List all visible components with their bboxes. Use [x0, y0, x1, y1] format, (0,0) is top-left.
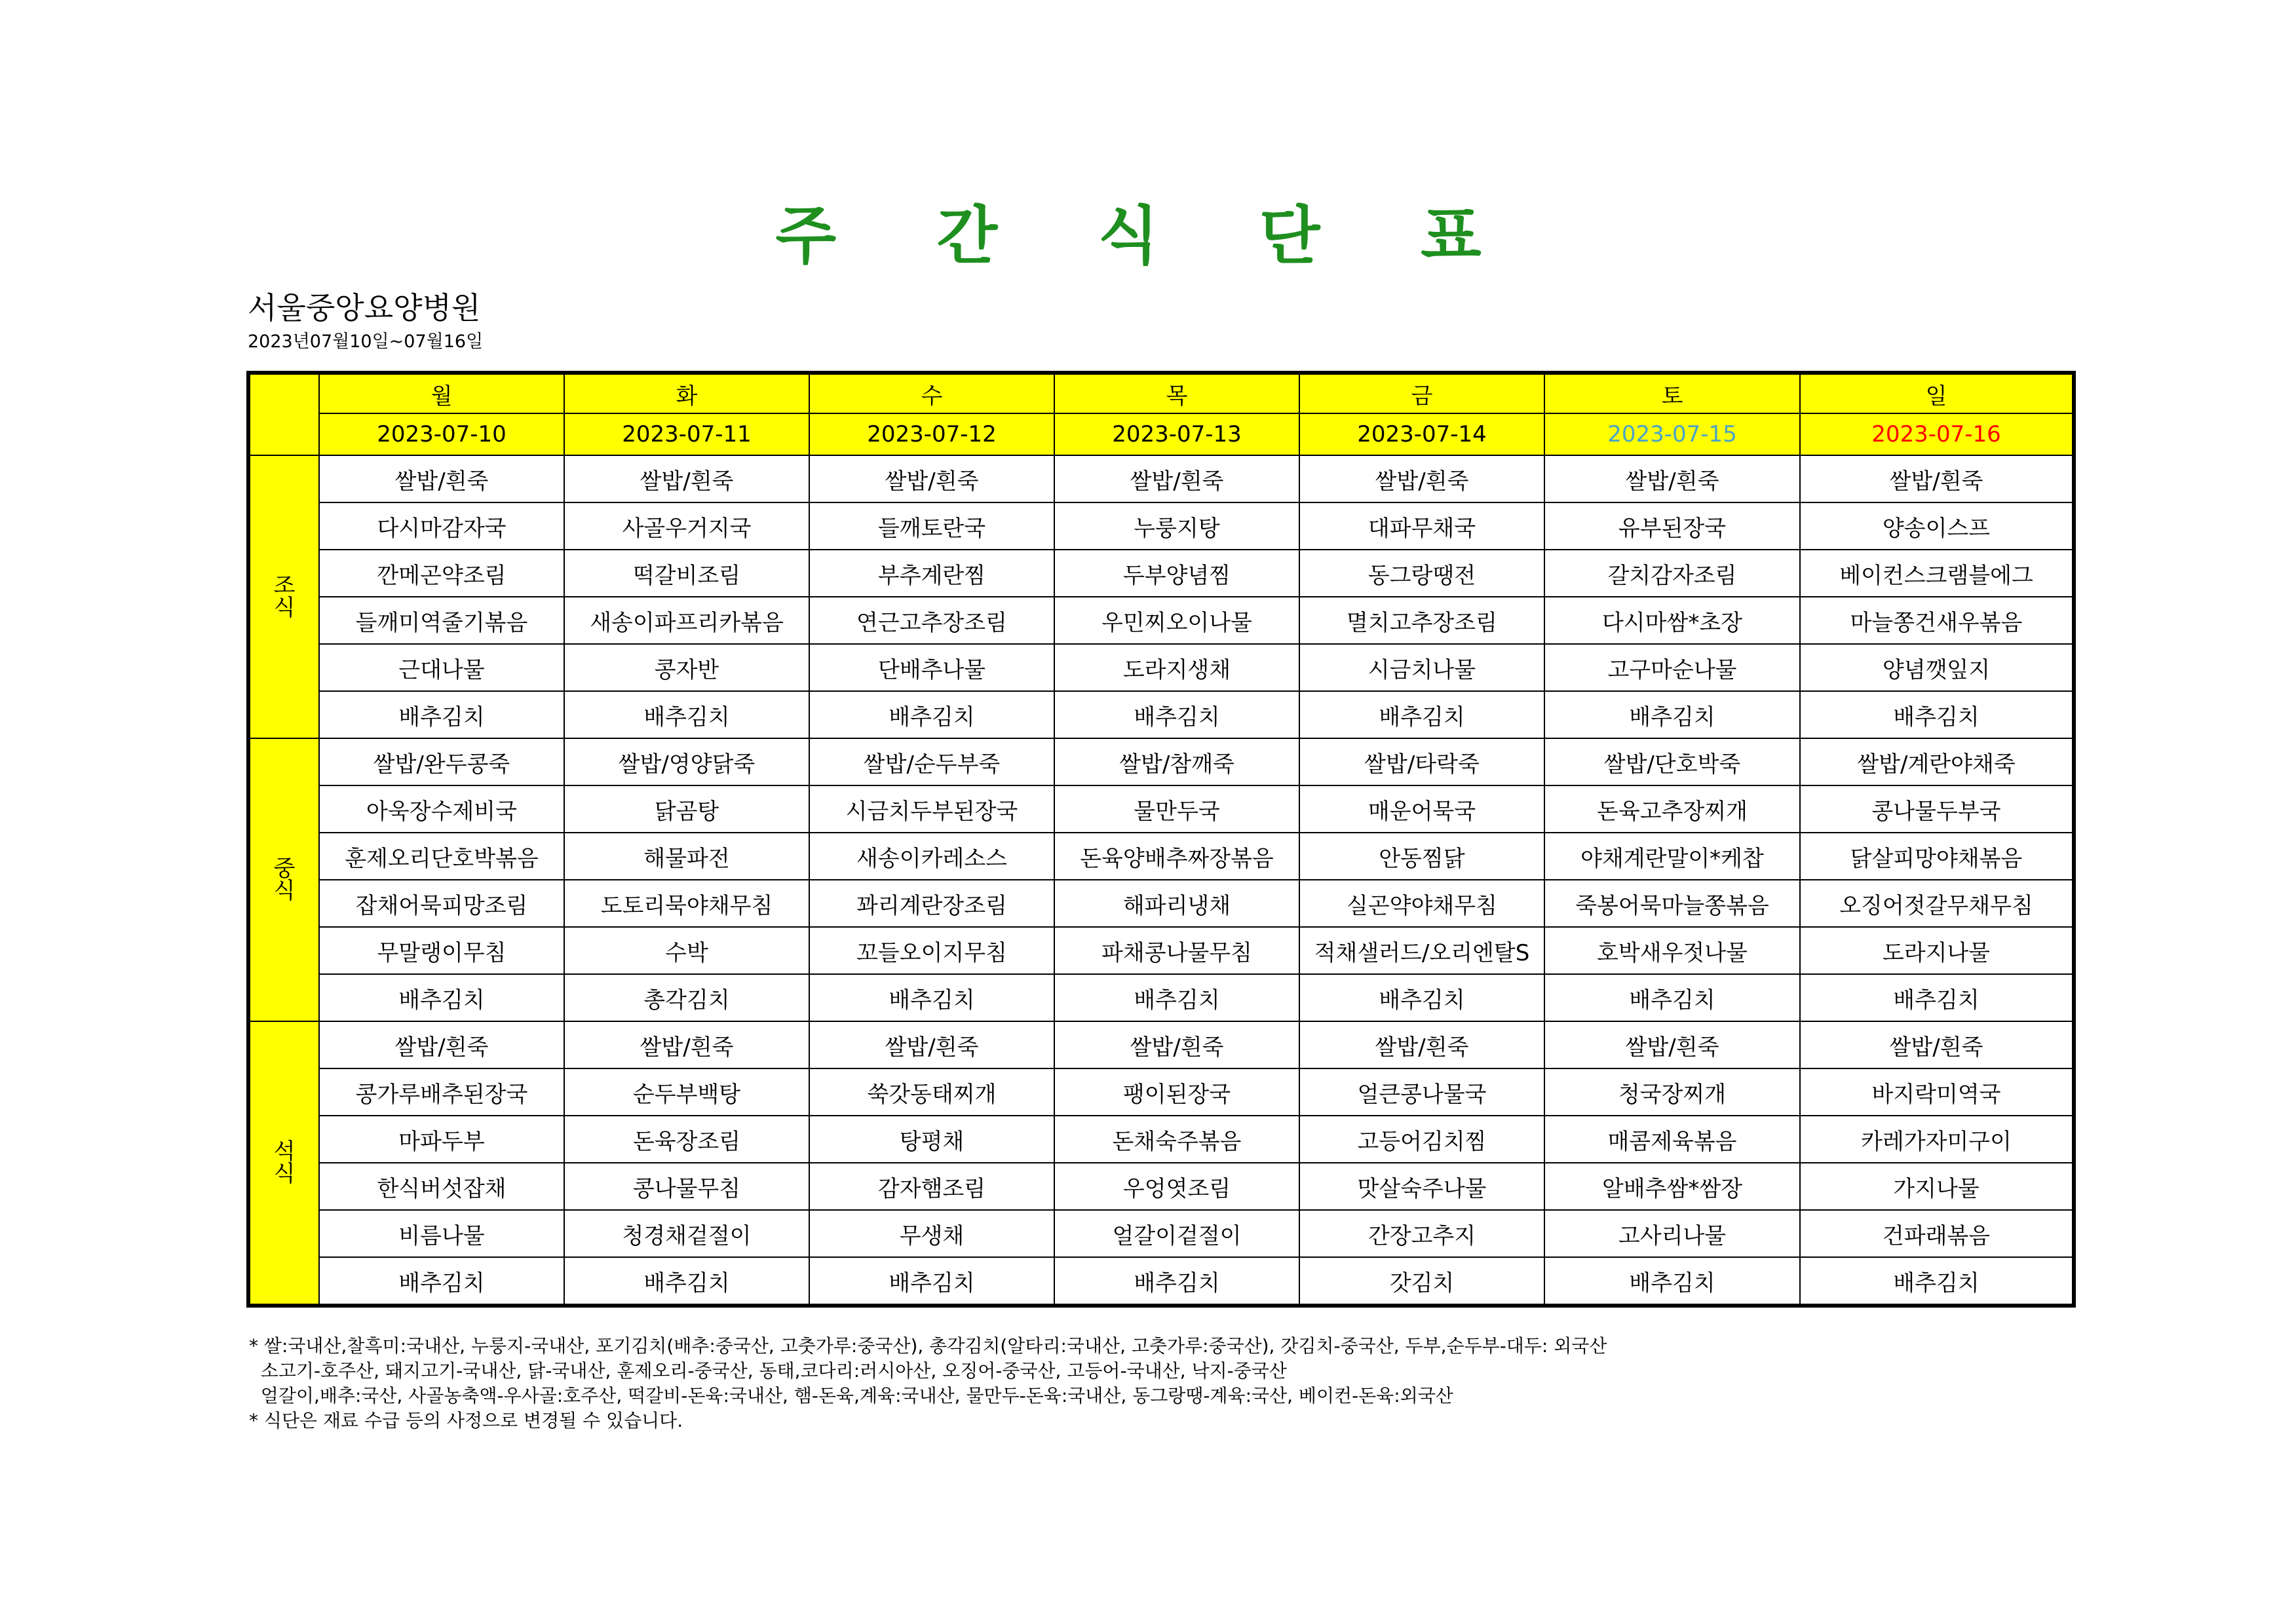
day-header: 목 [1054, 373, 1299, 413]
menu-item: 양송이스프 [1800, 502, 2074, 550]
menu-item: 배추김치 [1544, 974, 1800, 1021]
menu-item: 간장고추지 [1299, 1210, 1544, 1257]
menu-item: 쌀밥/흰죽 [1054, 455, 1299, 502]
menu-item: 적채샐러드/오리엔탈S [1299, 927, 1544, 974]
menu-item: 꽈리계란장조림 [809, 880, 1054, 927]
note-line: 얼갈이,배추:국산, 사골농축액-우사골:호주산, 떡갈비-돈육:국내산, 햄-돈육,계육:국내산, 물만두-돈육:국내산, 동그랑땡-계육:국산, 베이컨-돈육:외국산 [249, 1385, 1453, 1407]
menu-item: 유부된장국 [1544, 502, 1800, 550]
hospital-name: 서울중앙요양병원 [248, 290, 481, 326]
menu-row [248, 550, 2074, 597]
menu-row [248, 502, 2074, 550]
menu-item: 죽봉어묵마늘쫑볶음 [1544, 880, 1800, 927]
menu-item: 우엉엿조림 [1054, 1163, 1299, 1210]
menu-item: 새송이파프리카볶음 [564, 597, 809, 644]
menu-item: 쌀밥/흰죽 [809, 1021, 1054, 1068]
menu-item: 베이컨스크램블에그 [1800, 550, 2074, 597]
menu-row [248, 785, 2074, 833]
menu-item: 콩나물두부국 [1800, 785, 2074, 833]
date-header: 2023-07-14 [1299, 413, 1544, 455]
menu-row [248, 1021, 2074, 1068]
date-header-row [248, 413, 2074, 455]
menu-item: 쌀밥/참깨죽 [1054, 738, 1299, 785]
menu-item: 쌀밥/흰죽 [564, 1021, 809, 1068]
menu-item: 카레가자미구이 [1800, 1116, 2074, 1163]
header-corner [248, 373, 319, 455]
menu-item: 고구마순나물 [1544, 644, 1800, 691]
menu-item: 쌀밥/흰죽 [319, 455, 564, 502]
menu-item: 무말랭이무침 [319, 927, 564, 974]
menu-item: 야채계란말이*케찹 [1544, 833, 1800, 880]
date-header-saturday: 2023-07-15 [1544, 413, 1800, 455]
meal-label-char: 식 [273, 878, 296, 904]
day-header: 금 [1299, 373, 1544, 413]
menu-item: 안동찜닭 [1299, 833, 1544, 880]
weekly-menu-table [246, 371, 2076, 1308]
menu-item: 다시마쌈*초장 [1544, 597, 1800, 644]
menu-item: 물만두국 [1054, 785, 1299, 833]
menu-item: 탕평채 [809, 1116, 1054, 1163]
menu-row [248, 880, 2074, 927]
menu-item: 건파래볶음 [1800, 1210, 2074, 1257]
menu-item: 쌀밥/완두콩죽 [319, 738, 564, 785]
meal-label-char: 석 [273, 1139, 296, 1165]
menu-item: 쌀밥/흰죽 [1544, 1021, 1800, 1068]
menu-item: 멸치고추장조림 [1299, 597, 1544, 644]
meal-label-char: 식 [273, 595, 296, 621]
menu-item: 도라지나물 [1800, 927, 2074, 974]
menu-item: 오징어젓갈무채무침 [1800, 880, 2074, 927]
menu-item: 배추김치 [1299, 974, 1544, 1021]
menu-item: 꼬들오이지무침 [809, 927, 1054, 974]
menu-item: 팽이된장국 [1054, 1068, 1299, 1116]
menu-item: 갓김치 [1299, 1257, 1544, 1306]
menu-item: 얼갈이겉절이 [1054, 1210, 1299, 1257]
menu-item: 맛살숙주나물 [1299, 1163, 1544, 1210]
menu-item: 고등어김치찜 [1299, 1116, 1544, 1163]
menu-item: 동그랑땡전 [1299, 550, 1544, 597]
menu-item: 쌀밥/계란야채죽 [1800, 738, 2074, 785]
menu-item: 시금치나물 [1299, 644, 1544, 691]
origin-notes [249, 1334, 1607, 1433]
meal-label [248, 738, 319, 1021]
menu-item: 순두부백탕 [564, 1068, 809, 1116]
day-header: 월 [319, 373, 564, 413]
menu-item: 돈채숙주볶음 [1054, 1116, 1299, 1163]
menu-item: 도라지생채 [1054, 644, 1299, 691]
menu-item: 새송이카레소스 [809, 833, 1054, 880]
menu-item: 우민찌오이나물 [1054, 597, 1299, 644]
menu-item: 쌀밥/흰죽 [1800, 455, 2074, 502]
menu-item: 쌀밥/흰죽 [1299, 455, 1544, 502]
menu-item: 배추김치 [564, 1257, 809, 1306]
menu-row [248, 1068, 2074, 1116]
menu-item: 누룽지탕 [1054, 502, 1299, 550]
menu-item: 얼큰콩나물국 [1299, 1068, 1544, 1116]
menu-row [248, 738, 2074, 785]
meal-label [248, 1021, 319, 1306]
note-line: 소고기-호주산, 돼지고기-국내산, 닭-국내산, 훈제오리-중국산, 동태,코다리:러시아산, 오징어-중국산, 고등어-국내산, 낙지-중국산 [249, 1360, 1287, 1382]
menu-item: 쌀밥/영양닭죽 [564, 738, 809, 785]
menu-item: 쌀밥/타락죽 [1299, 738, 1544, 785]
menu-item: 근대나물 [319, 644, 564, 691]
menu-item: 배추김치 [319, 1257, 564, 1306]
menu-item: 들깨토란국 [809, 502, 1054, 550]
menu-item: 갈치감자조림 [1544, 550, 1800, 597]
menu-item: 마늘쫑건새우볶음 [1800, 597, 2074, 644]
menu-item: 시금치두부된장국 [809, 785, 1054, 833]
menu-item: 배추김치 [809, 691, 1054, 738]
menu-item: 돈육양배추짜장볶음 [1054, 833, 1299, 880]
menu-item: 콩나물무침 [564, 1163, 809, 1210]
menu-item: 배추김치 [1054, 974, 1299, 1021]
menu-item: 닭살피망야채볶음 [1800, 833, 2074, 880]
menu-item: 바지락미역국 [1800, 1068, 2074, 1116]
date-header-sunday: 2023-07-16 [1800, 413, 2074, 455]
menu-item: 배추김치 [1054, 691, 1299, 738]
menu-item: 콩가루배추된장국 [319, 1068, 564, 1116]
menu-item: 닭곰탕 [564, 785, 809, 833]
menu-item: 수박 [564, 927, 809, 974]
menu-item: 배추김치 [1800, 974, 2074, 1021]
menu-row [248, 1116, 2074, 1163]
menu-item: 파채콩나물무침 [1054, 927, 1299, 974]
menu-item: 쌀밥/흰죽 [1800, 1021, 2074, 1068]
menu-table-body [248, 373, 2074, 1306]
menu-item: 해파리냉채 [1054, 880, 1299, 927]
menu-item: 무생채 [809, 1210, 1054, 1257]
day-header: 토 [1544, 373, 1800, 413]
menu-item: 들깨미역줄기볶음 [319, 597, 564, 644]
menu-item: 배추김치 [809, 1257, 1054, 1306]
menu-item: 청국장찌개 [1544, 1068, 1800, 1116]
date-header: 2023-07-12 [809, 413, 1054, 455]
menu-item: 돈육고추장찌개 [1544, 785, 1800, 833]
menu-row [248, 974, 2074, 1021]
menu-row [248, 1163, 2074, 1210]
menu-item: 쌀밥/흰죽 [1544, 455, 1800, 502]
menu-row [248, 927, 2074, 974]
menu-row [248, 833, 2074, 880]
menu-item: 쌀밥/흰죽 [319, 1021, 564, 1068]
date-header: 2023-07-13 [1054, 413, 1299, 455]
menu-item: 배추김치 [1299, 691, 1544, 738]
menu-item: 도토리묵야채무침 [564, 880, 809, 927]
day-header: 수 [809, 373, 1054, 413]
meal-label-char: 식 [273, 1161, 296, 1187]
menu-item: 깐메곤약조림 [319, 550, 564, 597]
menu-item: 배추김치 [1800, 691, 2074, 738]
menu-item: 부추계란찜 [809, 550, 1054, 597]
menu-item: 배추김치 [809, 974, 1054, 1021]
menu-item: 연근고추장조림 [809, 597, 1054, 644]
day-header: 일 [1800, 373, 2074, 413]
day-header-row [248, 373, 2074, 413]
menu-item: 잡채어묵피망조림 [319, 880, 564, 927]
menu-item: 아욱장수제비국 [319, 785, 564, 833]
day-header: 화 [564, 373, 809, 413]
menu-item: 알배추쌈*쌈장 [1544, 1163, 1800, 1210]
menu-row [248, 644, 2074, 691]
menu-item: 한식버섯잡채 [319, 1163, 564, 1210]
menu-item: 쑥갓동태찌개 [809, 1068, 1054, 1116]
menu-item: 대파무채국 [1299, 502, 1544, 550]
menu-item: 배추김치 [319, 691, 564, 738]
menu-item: 배추김치 [564, 691, 809, 738]
menu-row [248, 1210, 2074, 1257]
menu-period: 2023년07월10일~07월16일 [248, 331, 484, 352]
menu-item: 해물파전 [564, 833, 809, 880]
menu-item: 비름나물 [319, 1210, 564, 1257]
menu-row [248, 597, 2074, 644]
menu-item: 쌀밥/단호박죽 [1544, 738, 1800, 785]
date-header: 2023-07-11 [564, 413, 809, 455]
menu-item: 배추김치 [1054, 1257, 1299, 1306]
date-header: 2023-07-10 [319, 413, 564, 455]
page-title: 주 간 식 단 표 [775, 199, 1521, 273]
menu-item: 배추김치 [319, 974, 564, 1021]
note-line: * 쌀:국내산,찰흑미:국내산, 누룽지-국내산, 포기김치(배추:중국산, 고춧가루:중국산), 총각김치(알타리:국내산, 고춧가루:중국산), 갓김치-중국산, 두부,순두부-대두: 외국산 [249, 1335, 1607, 1357]
meal-label [248, 455, 319, 738]
menu-item: 쌀밥/흰죽 [1299, 1021, 1544, 1068]
menu-item: 다시마감자국 [319, 502, 564, 550]
menu-item: 가지나물 [1800, 1163, 2074, 1210]
menu-row [248, 455, 2074, 502]
menu-item: 감자햄조림 [809, 1163, 1054, 1210]
menu-item: 두부양념찜 [1054, 550, 1299, 597]
meal-label-char: 조 [273, 573, 296, 599]
menu-item: 쌀밥/순두부죽 [809, 738, 1054, 785]
menu-item: 쌀밥/흰죽 [809, 455, 1054, 502]
menu-item: 콩자반 [564, 644, 809, 691]
menu-item: 단배추나물 [809, 644, 1054, 691]
menu-item: 쌀밥/흰죽 [564, 455, 809, 502]
menu-item: 양념깻잎지 [1800, 644, 2074, 691]
menu-item: 청경채겉절이 [564, 1210, 809, 1257]
note-line: * 식단은 재료 수급 등의 사정으로 변경될 수 있습니다. [249, 1410, 683, 1431]
menu-item: 훈제오리단호박볶음 [319, 833, 564, 880]
menu-row [248, 691, 2074, 738]
menu-item: 배추김치 [1544, 1257, 1800, 1306]
menu-item: 쌀밥/흰죽 [1054, 1021, 1299, 1068]
menu-item: 매콤제육볶음 [1544, 1116, 1800, 1163]
menu-item: 총각김치 [564, 974, 809, 1021]
meal-label-char: 중 [273, 856, 296, 882]
menu-item: 매운어묵국 [1299, 785, 1544, 833]
menu-item: 배추김치 [1800, 1257, 2074, 1306]
menu-item: 돈육장조림 [564, 1116, 809, 1163]
menu-item: 떡갈비조림 [564, 550, 809, 597]
menu-row [248, 1257, 2074, 1306]
menu-item: 배추김치 [1544, 691, 1800, 738]
menu-item: 고사리나물 [1544, 1210, 1800, 1257]
menu-item: 사골우거지국 [564, 502, 809, 550]
menu-item: 호박새우젓나물 [1544, 927, 1800, 974]
menu-item: 마파두부 [319, 1116, 564, 1163]
menu-item: 실곤약야채무침 [1299, 880, 1544, 927]
